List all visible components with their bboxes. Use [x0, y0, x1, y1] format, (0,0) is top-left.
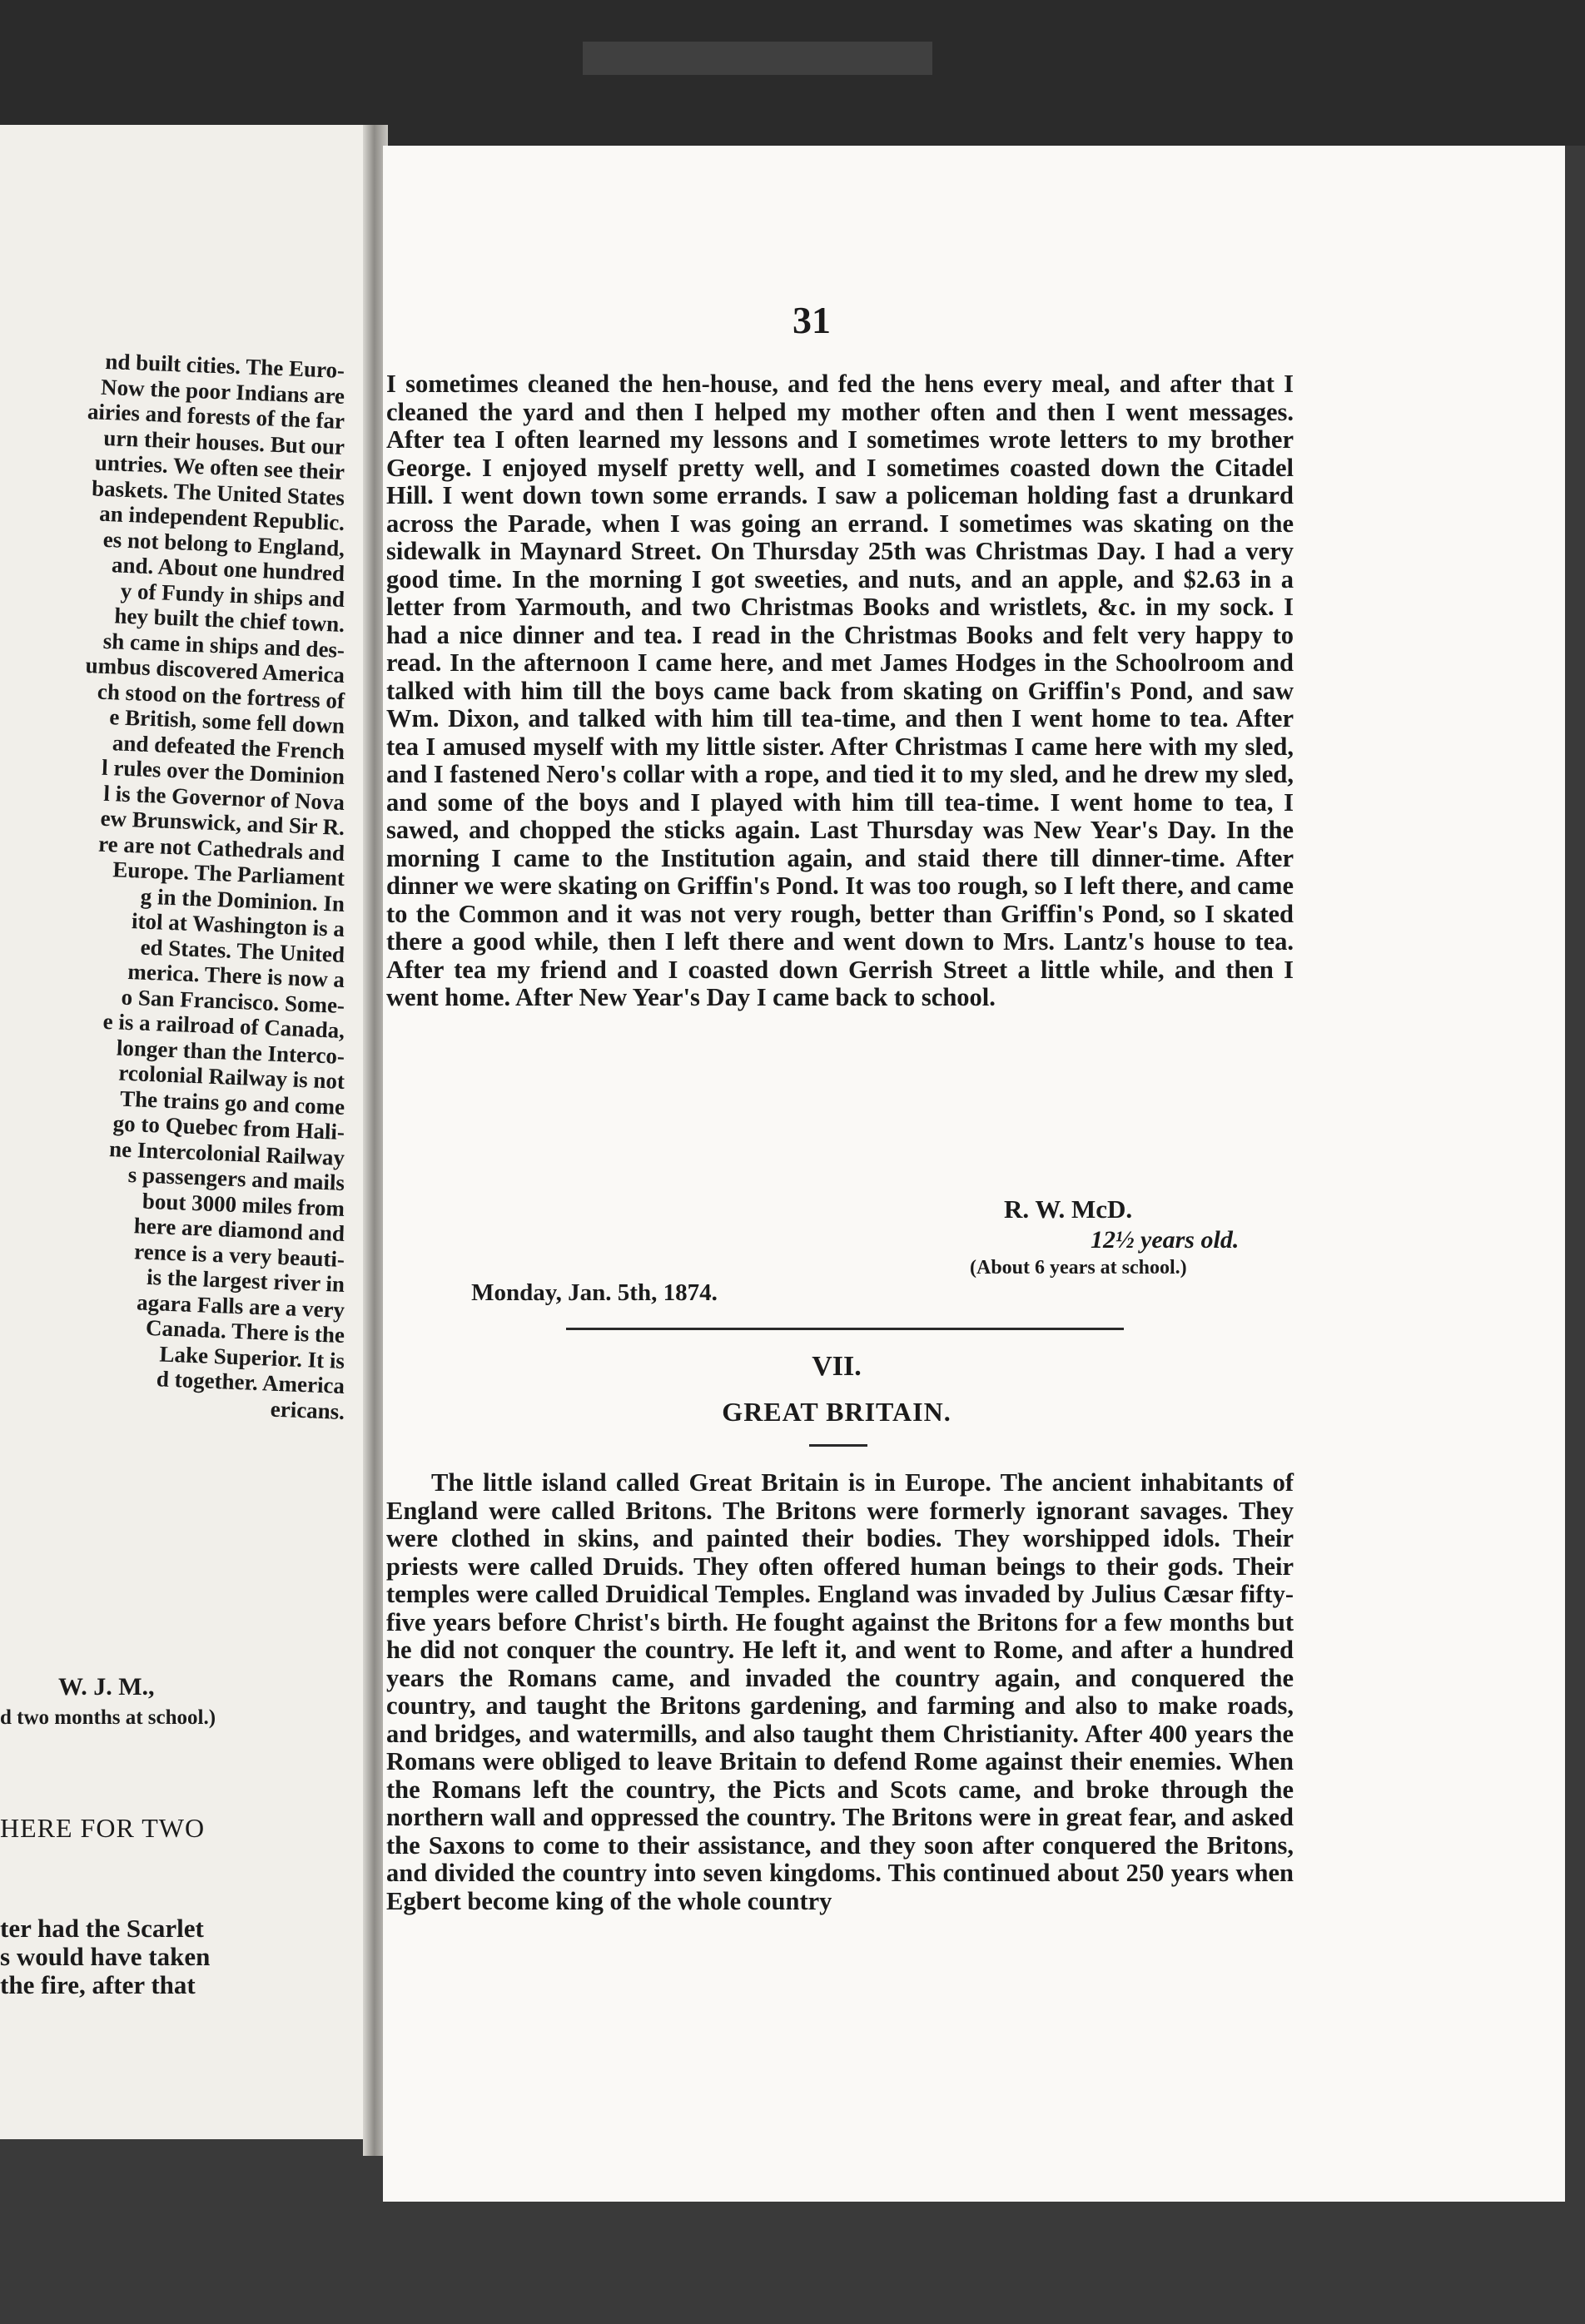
left-page-line: umbus discovered America: [85, 653, 345, 688]
left-page-line: untries. We often see their: [94, 449, 345, 484]
author-signature: R. W. McD.: [1004, 1194, 1133, 1224]
left-page-line: merica. There is now a: [127, 959, 345, 992]
author-school-note: (About 6 years at school.): [970, 1257, 1187, 1279]
left-page-line: urn their houses. But our: [102, 425, 345, 459]
left-page-line: Lake Superior. It is: [159, 1340, 345, 1373]
left-page-line: s passengers and mails: [127, 1162, 345, 1195]
left-page-text-bottom: [0, 1914, 250, 1999]
left-page-line: Now the poor Indians are: [100, 374, 345, 409]
left-page-line: and. About one hundred: [111, 552, 345, 586]
left-page-line: s would have taken: [0, 1942, 211, 1971]
left-page-line: Canada. There is the: [145, 1314, 345, 1348]
left-signature-note: d two months at school.): [0, 1706, 216, 1729]
left-page-line: ericans.: [270, 1396, 345, 1424]
left-page-line: ter had the Scarlet: [0, 1914, 204, 1943]
left-page-line: sh came in ships and des-: [102, 628, 345, 663]
title-rule: [809, 1444, 867, 1447]
left-page-line: agara Falls are a very: [136, 1289, 345, 1323]
left-page-line: baskets. The United States: [91, 474, 345, 510]
left-page-line: re are not Cathedrals and: [97, 831, 345, 866]
left-page-line: and defeated the French: [112, 729, 345, 764]
essay-paragraph: The little island called Great Britain is in Europe. The ancient inhabitants of England were called Britons. The Britons were formerly ignorant savages. They were clothed in skins, and painted their bodies. They worshipped idols. Their priests were called Druids. They often offered human beings to their gods. Their temples were called Druidical Temples. England was invaded by Julius Cæsar fifty-five years before Christ's birth. He fought against the Britons for a few months but he did not conquer the country. He left it, and went to Rome, and after a hundred years the Romans came, and invaded the country again, and conquered the country, and taught the Britons gardening, and farming and also to make roads, and bridges, and watermills, and also taught them Christianity. After 400 years the Romans were obliged to leave Britain to defend Rome against their enemies. When the Romans left the country, the Picts and Scots came, and broke through the northern wall and oppressed the country. The Britons were in great fear, and asked the Saxons to come to their assistance, and they soon after conquered the Britons, and divided the country into seven kingdoms. This continued about 250 years when Egbert become king of the whole country: [386, 1468, 1294, 1915]
left-heading: HERE FOR TWO: [0, 1813, 206, 1843]
left-page-line: ed States. The United: [140, 934, 345, 967]
left-page-line: go to Quebec from Hali-: [112, 1110, 345, 1145]
left-page-line: ch stood on the fortress of: [97, 678, 345, 713]
left-page-line: y of Fundy in ships and: [120, 578, 345, 612]
author-age: 12½ years old.: [1091, 1226, 1240, 1254]
left-page-line: here are diamond and: [133, 1213, 345, 1246]
left-page-line: o San Francisco. Some-: [121, 984, 345, 1018]
scan-smudge: [583, 42, 932, 75]
left-page-line: l is the Governor of Nova: [102, 780, 345, 815]
left-signature: W. J. M.,: [58, 1673, 155, 1701]
right-page: [383, 146, 1565, 2202]
left-page-line: airies and forests of the far: [87, 399, 345, 434]
left-page-line: d together. America: [156, 1366, 345, 1398]
letter-date: Monday, Jan. 5th, 1874.: [471, 1279, 718, 1306]
left-page-line: e British, some fell down: [108, 704, 345, 738]
left-page-line: rence is a very beauti-: [133, 1238, 345, 1272]
left-page-line: the fire, after that: [0, 1970, 196, 1999]
left-page-line: itol at Washington is a: [131, 908, 345, 941]
letter-body: [386, 370, 1294, 1012]
left-page-line: rcolonial Railway is not: [117, 1060, 345, 1094]
left-page-text: [0, 348, 345, 1424]
chapter-number: VII.: [812, 1351, 862, 1382]
left-page-line: longer than the Interco-: [116, 1034, 345, 1069]
left-page-line: The trains go and come: [119, 1085, 345, 1120]
left-page-line: e is a railroad of Canada,: [102, 1008, 345, 1043]
left-page-line: is the largest river in: [146, 1264, 345, 1297]
left-page-line: g in the Dominion. In: [140, 883, 345, 916]
left-page: [0, 125, 365, 2139]
left-page-line: an independent Republic.: [98, 500, 345, 535]
chapter-title: GREAT BRITAIN.: [722, 1397, 951, 1427]
left-page-line: es not belong to England,: [102, 526, 345, 561]
section-divider: [566, 1328, 1124, 1330]
page-number: 31: [792, 299, 831, 341]
left-page-line: ew Brunswick, and Sir R.: [100, 805, 345, 840]
left-page-line: ne Intercolonial Railway: [108, 1135, 345, 1170]
left-page-line: nd built cities. The Euro-: [104, 348, 345, 383]
left-page-line: l rules over the Dominion: [101, 754, 345, 789]
left-page-line: hey built the chief town.: [113, 603, 345, 637]
left-page-line: bout 3000 miles from: [142, 1188, 345, 1221]
left-page-line: Europe. The Parliament: [112, 857, 345, 891]
letter-paragraph: I sometimes cleaned the hen-house, and fed the hens every meal, and after that I cleaned the yard and then I helped my mother often and then I went messages. After tea I often learned my lessons and I sometimes wrote letters to my brother George. I enjoyed myself pretty well, and I sometimes coasted down the Citadel Hill. I went down town some errands. I saw a policeman holding fast a drunkard across the Parade, when I was going an errand. I sometimes was skating on the sidewalk in Maynard Street. On Thursday 25th was Christmas Day. I had a very good time. In the morning I got sweeties, and nuts, and an apple, and $2.63 in a letter from Yarmouth, and two Christmas Books and wristlets, &c. in my sock. I had a nice dinner and tea. I read in the Christmas Books and felt very happy to read. In the afternoon I came here, and met James Hodges in the Schoolroom and talked with him till the boys came back from skating on Griffin's Pond, and saw Wm. Dixon, and talked with him till tea-time, and then I went home to tea. After tea I amused myself with my little sister. After Christmas I came here with my sled, and I fastened Nero's collar with a rope, and tied it to my sled, and he drew my sled, and some of the boys and I played with him till tea-time. I went home to tea, I sawed, and chopped the sticks again. Last Thursday was New Year's Day. In the morning I came to the Institution again, and staid there till dinner-time. After dinner we were skating on Griffin's Pond. It was too rough, so I left there, and came to the Common and it was not very rough, better than Griffin's Pond, so I skated there a good while, then I left there and went down to Mrs. Lantz's house to tea. After tea my friend and I coasted down Gerrish Street a little while, and then I went home. After New Year's Day I came back to school.: [386, 370, 1294, 1011]
